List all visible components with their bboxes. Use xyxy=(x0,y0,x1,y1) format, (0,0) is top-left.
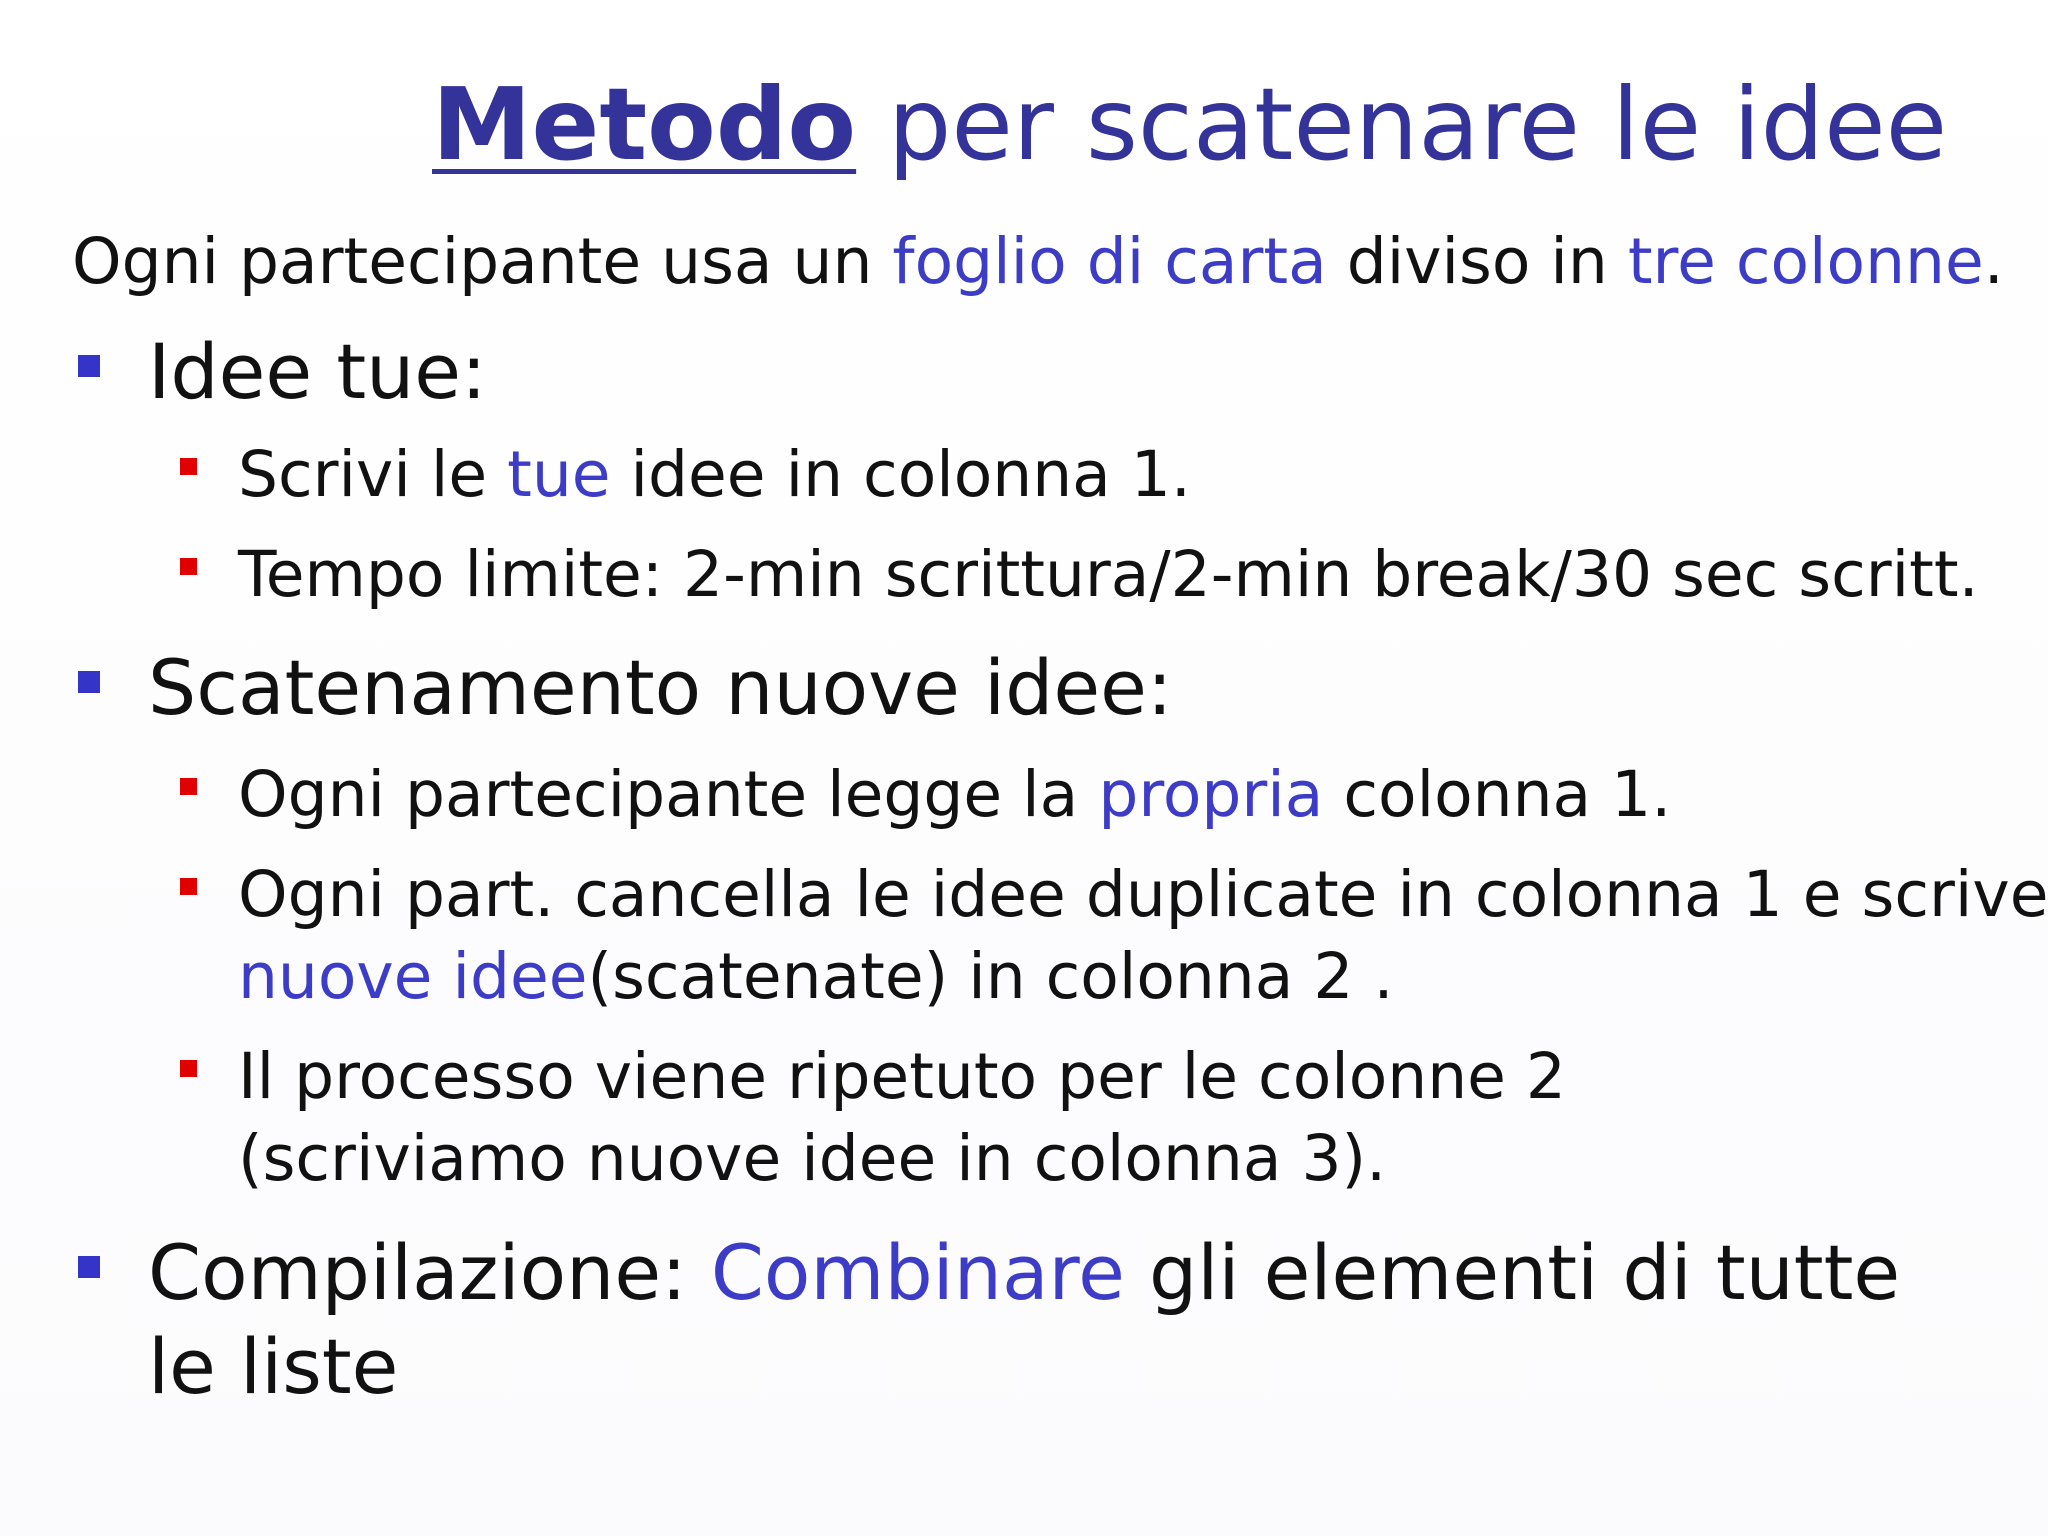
list-item: Il processo viene ripetuto per le colonne 2 (scriviamo nuove idee in colonna 3). xyxy=(238,1040,1567,1195)
intro-highlight-columns: tre colonne xyxy=(1627,225,1984,298)
intro-highlight-paper: foglio di carta xyxy=(892,225,1327,298)
item-text: gli elementi di tutte le liste xyxy=(148,1228,1901,1411)
slide-title xyxy=(432,60,1947,190)
item-highlight: propria xyxy=(1098,758,1324,831)
intro-part3: . xyxy=(1983,225,2004,298)
item-text: Ogni partecipante legge la xyxy=(238,758,1099,831)
bullet-square-icon xyxy=(78,671,100,693)
item-text: Scrivi le xyxy=(238,438,508,511)
intro-part2: diviso in xyxy=(1326,225,1628,298)
section-compilazione xyxy=(148,1226,1908,1414)
bullet-square-icon xyxy=(78,355,100,377)
list-item: Tempo limite: 2-min scrittura/2-min break/30 sec scritt. xyxy=(238,538,1979,611)
section-heading-scatenamento: Scatenamento nuove idee: xyxy=(148,643,1173,732)
section-heading-idee-tue: Idee tue: xyxy=(148,327,487,416)
list-item xyxy=(238,754,1671,836)
bullet-square-icon xyxy=(180,458,197,475)
list-item-line2 xyxy=(238,936,1394,1018)
list-item-line1: Ogni part. cancella le idee duplicate in colonna 1 e scrive xyxy=(238,858,2048,931)
title-emphasis: Metodo xyxy=(432,66,857,183)
item-text: idee in colonna 1. xyxy=(610,438,1191,511)
intro-text xyxy=(72,222,2004,302)
intro-part1: Ogni partecipante usa un xyxy=(72,225,893,298)
item-highlight: tue xyxy=(507,438,611,511)
item-text: Compilazione: xyxy=(148,1228,711,1317)
item-text: colonna 1. xyxy=(1323,758,1672,831)
bullet-square-icon xyxy=(180,1060,197,1077)
item-highlight: Combinare xyxy=(710,1228,1125,1317)
title-rest: per scatenare le idee xyxy=(856,66,1948,183)
bullet-square-icon xyxy=(78,1256,100,1278)
item-text: (scatenate) in colonna 2 . xyxy=(587,940,1394,1013)
bullet-square-icon xyxy=(180,878,197,895)
item-highlight: nuove idee xyxy=(238,940,588,1013)
list-item xyxy=(238,434,1191,516)
bullet-square-icon xyxy=(180,778,197,795)
bullet-square-icon xyxy=(180,558,197,575)
